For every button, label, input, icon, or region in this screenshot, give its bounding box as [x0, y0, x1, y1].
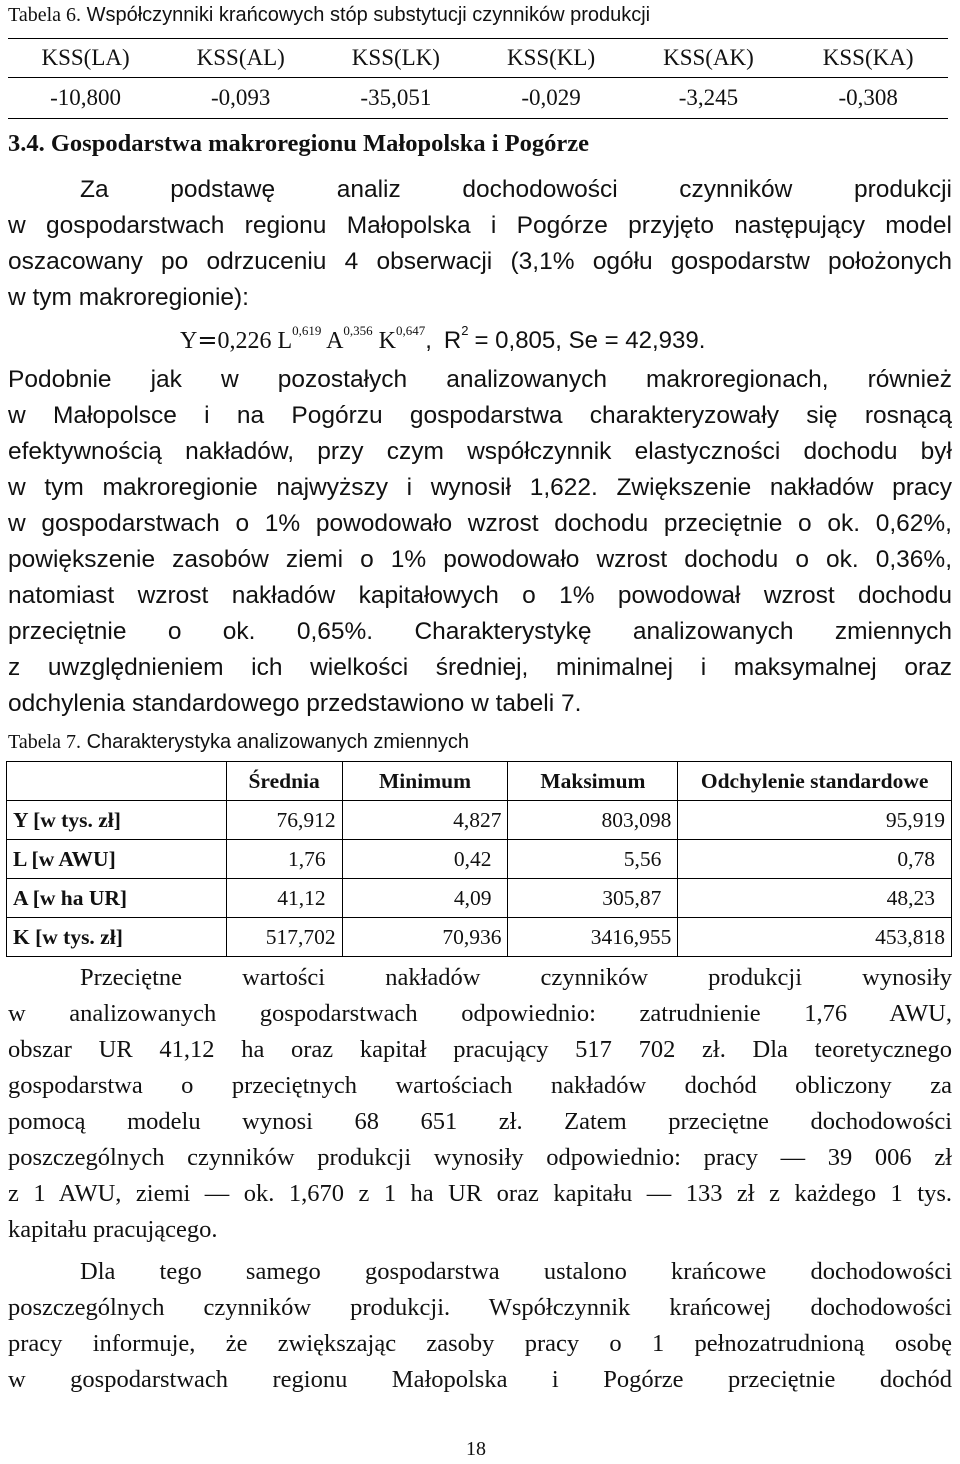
para2-line: powiększenie zasobów ziemi o 1% powodowało wzrost dochodu o ok. 0,36%,	[8, 546, 952, 573]
table-row	[7, 879, 952, 918]
table-row	[7, 801, 952, 840]
row-label: K [w tys. zł]	[7, 918, 227, 957]
formula-l-exponent: 0,619	[292, 323, 322, 338]
table7-header-cell: Średnia	[226, 762, 342, 801]
para2-line: efektywnością nakładów, przy czym współczynnik elastyczności dochodu był	[8, 438, 952, 465]
para1-line: Za podstawę analiz dochodowości czynników produkcji	[80, 176, 952, 203]
table7-caption-text: Charakterystyka analizowanych zmiennych	[86, 731, 469, 753]
table-cell: 803,098	[508, 801, 678, 840]
para3-line: poszczególnych czynników produkcji wynosiły odpowiednio: pracy — 39 006 zł	[8, 1144, 952, 1171]
para4-line: pracy informuje, że zwiększając zasoby pracy o 1 pełnozatrudnioną osobę	[8, 1330, 952, 1357]
table6-value-cell: -35,051	[318, 78, 473, 119]
table-cell: 453,818	[678, 918, 952, 957]
table6-header-cell: KSS(KL)	[473, 39, 628, 78]
formula-k: K	[378, 328, 396, 354]
table-cell: 4,827	[342, 801, 508, 840]
formula-a-exponent: 0,356	[343, 323, 373, 338]
para3-line: obszar UR 41,12 ha oraz kapitał pracujący 517 702 zł. Dla teoretycznego	[8, 1036, 952, 1063]
table6-caption-text: Współczynniki krańcowych stóp substytucji czynników produkcji	[86, 4, 651, 26]
table6-header-cell: KSS(KA)	[788, 39, 948, 78]
formula-a: A	[326, 328, 344, 354]
table-cell: 4,09	[342, 879, 508, 918]
section-heading: 3.4. Gospodarstwa makroregionu Małopolska i Pogórze	[8, 130, 589, 157]
table6-header-cell: KSS(LA)	[8, 39, 163, 78]
table6-header-row	[8, 39, 948, 78]
table7-caption-label: Tabela 7.	[8, 731, 82, 753]
para2-line: z uwzględnieniem ich wielkości średniej, minimalnej i maksymalnej oraz	[8, 654, 952, 681]
table-cell: 305,87	[508, 879, 678, 918]
formula-r2-exponent: 2	[461, 323, 469, 338]
para3-line: Przeciętne wartości nakładów czynników produkcji wynosiły	[80, 964, 952, 991]
para3-line: gospodarstwa o przeciętnych wartościach nakładów dochód obliczony za	[8, 1072, 952, 1099]
para1-line: oszacowany po odrzuceniu 4 obserwacji (3,1% ogółu gospodarstw położonych	[8, 248, 952, 275]
para2-line: w gospodarstwach o 1% powodowało wzrost dochodu przeciętnie o ok. 0,62%,	[8, 510, 952, 537]
table6-value-cell: -0,308	[788, 78, 948, 119]
para2-line: przeciętnie o ok. 0,65%. Charakterystykę analizowanych zmiennych	[8, 618, 952, 645]
table7-header-cell: Maksimum	[508, 762, 678, 801]
table6-caption	[8, 4, 650, 27]
table6-header-cell: KSS(AK)	[629, 39, 789, 78]
table6-caption-label: Tabela 6.	[8, 4, 82, 26]
table6-header-cell: KSS(LK)	[318, 39, 473, 78]
table6-value-cell: -10,800	[8, 78, 163, 119]
table6-value-cell: -0,093	[163, 78, 318, 119]
para2-line: odchylenia standardowego przedstawiono w tabeli 7.	[8, 690, 582, 717]
table6-value-cell: -3,245	[629, 78, 789, 119]
table-cell: 5,56	[508, 840, 678, 879]
table-cell: 41,12	[226, 879, 342, 918]
table6-value-row	[8, 78, 948, 119]
table-row	[7, 840, 952, 879]
table-cell: 48,23	[678, 879, 952, 918]
formula-r2-label: R	[443, 327, 462, 354]
para2-line: w tym makroregionie najwyższy i wynosił 1,622. Zwiększenie nakładów pracy	[8, 474, 952, 501]
para2-line: natomiast wzrost nakładów kapitałowych o 1% powodował wzrost dochodu	[8, 582, 952, 609]
table7-caption	[8, 731, 469, 754]
page-number: 18	[466, 1438, 486, 1460]
para1-line: w tym makroregionie):	[8, 284, 249, 311]
para1-line: w gospodarstwach regionu Małopolska i Pogórze przyjęto następujący model	[8, 212, 952, 239]
table-cell: 76,912	[226, 801, 342, 840]
para3-line: w analizowanych gospodarstwach odpowiednio: zatrudnienie 1,76 AWU,	[8, 1000, 952, 1027]
para2-line: w Małopolsce i na Pogórzu gospodarstwa charakteryzowały się rosnącą	[8, 402, 952, 429]
para4-line: Dla tego samego gospodarstwa ustalono krańcowe dochodowości	[80, 1258, 952, 1285]
table6	[8, 38, 948, 119]
table-cell: 1,76	[226, 840, 342, 879]
para4-line: w gospodarstwach regionu Małopolska i Pogórze przeciętnie dochód	[8, 1366, 952, 1393]
table-cell: 70,936	[342, 918, 508, 957]
table6-header-cell: KSS(AL)	[163, 39, 318, 78]
table-cell: 0,78	[678, 840, 952, 879]
row-label: Y [w tys. zł]	[7, 801, 227, 840]
para3-line: kapitału pracującego.	[8, 1216, 218, 1243]
table-cell: 517,702	[226, 918, 342, 957]
table-cell: 95,919	[678, 801, 952, 840]
formula-coef: 0,226	[217, 328, 272, 354]
para2-line: Podobnie jak w pozostałych analizowanych makroregionach, również	[8, 366, 952, 393]
table-cell: 3416,955	[508, 918, 678, 957]
table7-header-cell	[7, 762, 227, 801]
model-formula: Y=0,226 L$^{0,619}$ A$^{0,356}$ K$^{0,647}$, $R^2 = 0,805$, Se = 42,939.	[180, 323, 706, 354]
row-label: A [w ha UR]	[7, 879, 227, 918]
para3-line: pomocą modelu wynosi 68 651 zł. Zatem przeciętne dochodowości	[8, 1108, 952, 1135]
table6-value-cell: -0,029	[473, 78, 628, 119]
formula-lhs: Y	[180, 328, 198, 354]
row-label: L [w AWU]	[7, 840, 227, 879]
table7-header-row	[7, 762, 952, 801]
formula-l: L	[277, 328, 293, 354]
formula-r2-value: = 0,805, Se = 42,939.	[474, 327, 706, 354]
table7-header-cell: Odchylenie standardowe	[678, 762, 952, 801]
table-cell: 0,42	[342, 840, 508, 879]
para4-line: poszczególnych czynników produkcji. Współczynnik krańcowej dochodowości	[8, 1294, 952, 1321]
formula-k-exponent: 0,647	[396, 323, 426, 338]
para3-line: z 1 AWU, ziemi — ok. 1,670 z 1 ha UR oraz kapitału — 133 zł z każdego 1 tys.	[8, 1180, 952, 1207]
table7-header-cell: Minimum	[342, 762, 508, 801]
table-row	[7, 918, 952, 957]
table7	[6, 761, 952, 957]
